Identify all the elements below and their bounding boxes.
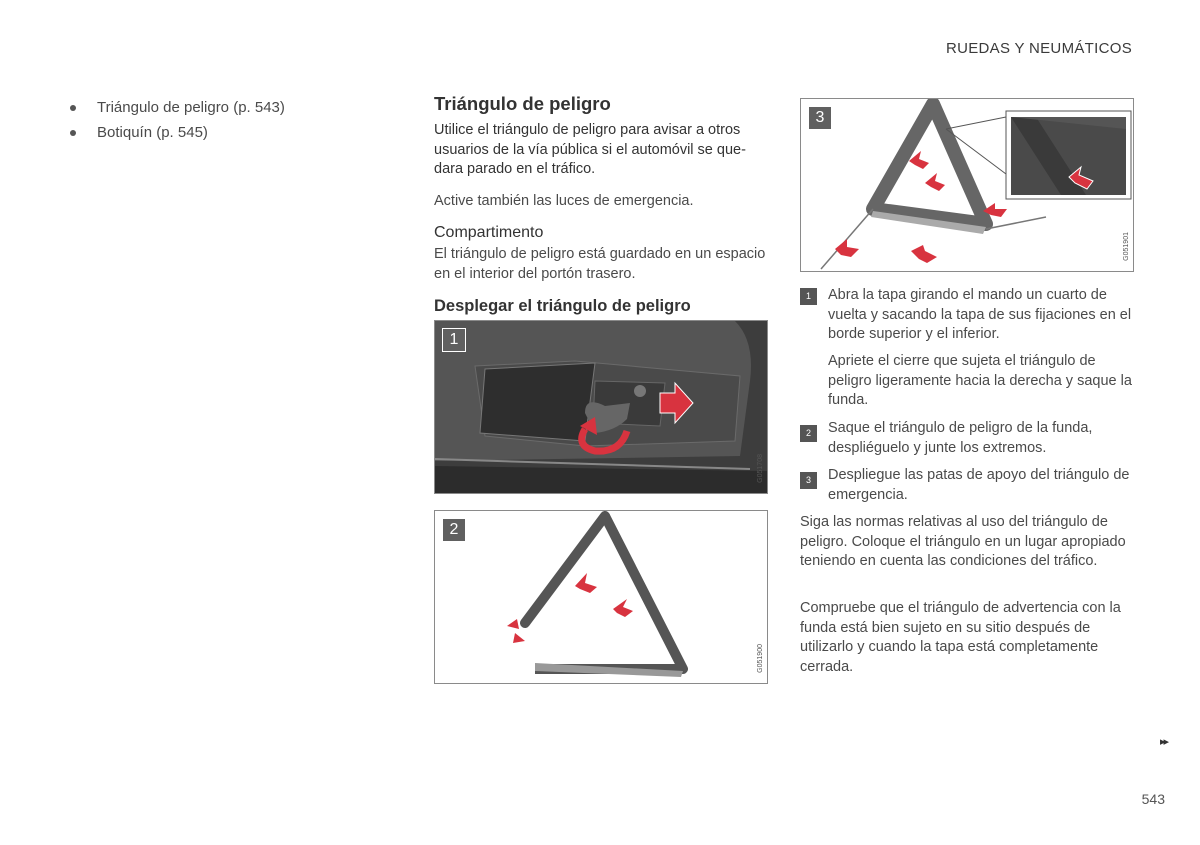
- step-text: Despliegue las patas de apoyo del triángulo de emergencia.: [828, 467, 1130, 503]
- bullet-icon: [70, 130, 76, 136]
- triangle-unfold-illustration: [435, 511, 767, 683]
- figure-number-badge: 3: [808, 106, 832, 130]
- figure-number-badge: 2: [442, 518, 466, 542]
- page-number: 543: [1141, 791, 1165, 807]
- secure-check-paragraph: Compruebe que el triángulo de advertencia con la funda está bien sujeto en su sitio después de utilizarlo y cuando la tapa está completamente cerrada.: [800, 600, 1121, 675]
- step-1-continued: [800, 352, 1136, 411]
- support-legs-illustration: [801, 99, 1133, 271]
- bullet-icon: [70, 105, 76, 111]
- figure-1-tailgate-cover: [434, 320, 768, 494]
- related-link[interactable]: Botiquín (p. 545): [68, 120, 285, 145]
- section-title: Triángulo de peligro: [434, 93, 611, 114]
- related-link[interactable]: Triángulo de peligro (p. 543): [68, 95, 285, 120]
- compartment-text: El triángulo de peligro está guardado en un espacio en el interior del portón trasero.: [434, 246, 766, 282]
- figure-code: G051708: [757, 454, 764, 483]
- tailgate-illustration: [435, 321, 767, 493]
- step-text: Abra la tapa girando el mando un cuarto de vuelta y sacando la tapa de sus fijaciones en el borde superior y el inferior.: [828, 287, 1132, 342]
- step-number-badge: 3: [800, 472, 817, 489]
- figure-code: G051900: [757, 644, 764, 673]
- step-number-badge: 2: [800, 425, 817, 442]
- hazard-note: Active también las luces de emergencia.: [434, 193, 694, 209]
- figure-2-unfold-triangle: [434, 510, 768, 684]
- double-arrow-right-icon[interactable]: ▸▸: [1159, 736, 1167, 748]
- step-text: Apriete el cierre que sujeta el triángulo de peligro ligeramente hacia la derecha y saque la funda.: [828, 353, 1132, 408]
- figure-code: G051901: [1123, 232, 1130, 261]
- related-links-list: [68, 95, 285, 145]
- step-2: [800, 419, 1136, 458]
- section-header: RUEDAS Y NEUMÁTICOS: [945, 40, 1132, 57]
- figure-3-support-legs: [800, 98, 1134, 272]
- step-text: Saque el triángulo de peligro de la funda, despliéguelo y junte los extremos.: [828, 420, 1093, 456]
- step-number-badge: 1: [800, 288, 817, 305]
- usage-rules-paragraph: Siga las normas relativas al uso del triángulo de peligro. Coloque el triángulo en un lugar apropiado teniendo en cuenta las condiciones del tráfico.: [800, 514, 1126, 569]
- figure-number-badge: 1: [442, 328, 466, 352]
- intro-paragraph: Utilice el triángulo de peligro para avisar a otros usuarios de la vía pública si el automóvil se quedara parado en el tráfico.: [434, 122, 746, 177]
- compartment-heading: Compartimento: [434, 224, 544, 241]
- step-1: [800, 286, 1136, 345]
- deploy-heading: Desplegar el triángulo de peligro: [434, 297, 691, 315]
- step-3: [800, 466, 1136, 505]
